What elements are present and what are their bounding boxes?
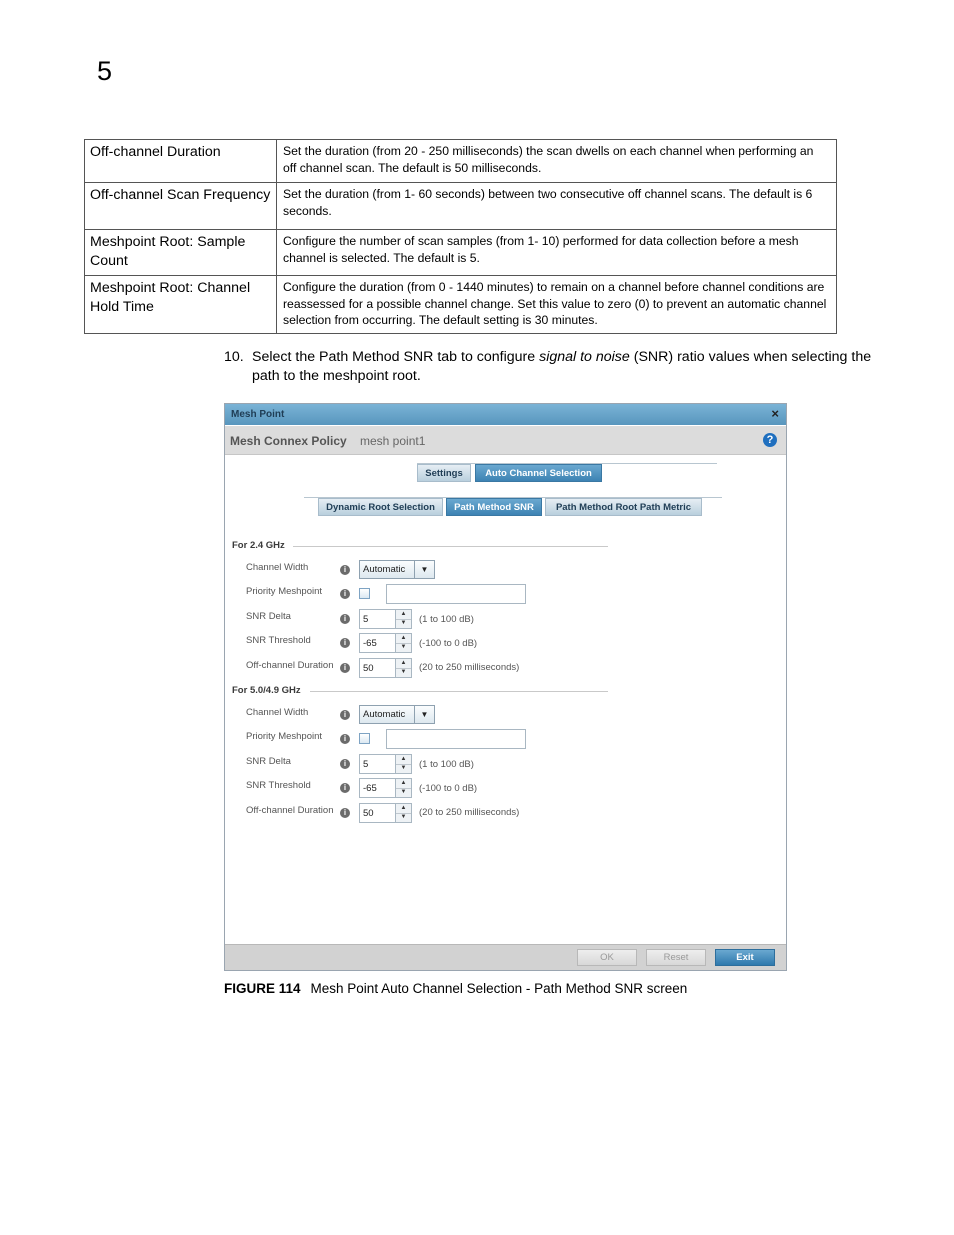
select-value: Automatic — [363, 709, 406, 720]
arrow-down-icon[interactable]: ▼ — [400, 789, 407, 795]
policy-label: Mesh Connex Policy — [230, 434, 347, 448]
stepper-buttons — [395, 634, 411, 652]
stepper-value: 5 — [363, 759, 369, 770]
table-row — [85, 230, 837, 276]
policy-header — [225, 426, 786, 455]
param-name: Meshpoint Root: Channel Hold Time — [85, 276, 277, 334]
table-row — [85, 276, 837, 334]
step-text-part: tab to configure — [433, 349, 540, 365]
offchannel-duration-stepper[interactable] — [359, 803, 412, 823]
tab-path-method-snr[interactable]: Path Method SNR — [446, 498, 542, 516]
arrow-down-icon[interactable]: ▼ — [400, 814, 407, 820]
section-title-5ghz: For 5.0/4.9 GHz — [232, 685, 301, 696]
channel-width-select[interactable] — [359, 705, 435, 724]
priority-meshpoint-input[interactable] — [386, 729, 526, 749]
section-divider — [310, 691, 608, 692]
table-row — [85, 140, 837, 183]
info-icon[interactable]: i — [340, 638, 350, 648]
offchannel-duration-stepper[interactable] — [359, 658, 412, 678]
parameter-table — [84, 139, 837, 334]
tab-auto-channel-selection[interactable]: Auto Channel Selection — [475, 464, 602, 482]
arrow-up-icon[interactable]: ▲ — [396, 610, 411, 620]
channel-width-label: Channel Width — [246, 707, 309, 718]
snr-delta-range: (1 to 100 dB) — [419, 759, 474, 770]
arrow-down-icon[interactable]: ▼ — [400, 669, 407, 675]
section-divider — [293, 546, 608, 547]
tab-path-method-root-path-metric[interactable]: Path Method Root Path Metric — [545, 498, 702, 516]
param-name: Off-channel Duration — [85, 140, 277, 183]
help-icon[interactable]: ? — [763, 433, 777, 447]
stepper-value: 5 — [363, 614, 369, 625]
channel-width-select[interactable] — [359, 560, 435, 579]
offchannel-duration-range: (20 to 250 milliseconds) — [419, 662, 520, 673]
step-10 — [224, 348, 884, 386]
info-icon[interactable]: i — [340, 663, 350, 673]
tab-dynamic-root-selection[interactable]: Dynamic Root Selection — [318, 498, 443, 516]
offchannel-duration-label: Off-channel Duration — [246, 660, 334, 671]
param-name: Meshpoint Root: Sample Count — [85, 230, 277, 276]
snr-threshold-range: (-100 to 0 dB) — [419, 783, 478, 794]
stepper-buttons — [395, 755, 411, 773]
arrow-up-icon[interactable]: ▲ — [396, 634, 411, 644]
figure-number: FIGURE 114 — [224, 981, 301, 996]
chevron-down-icon: ▼ — [414, 706, 434, 723]
arrow-down-icon[interactable]: ▼ — [400, 620, 407, 626]
snr-threshold-range: (-100 to 0 dB) — [419, 638, 478, 649]
snr-threshold-label: SNR Threshold — [246, 635, 311, 646]
priority-meshpoint-input[interactable] — [386, 584, 526, 604]
info-icon[interactable]: i — [340, 614, 350, 624]
snr-delta-label: SNR Delta — [246, 611, 291, 622]
exit-button[interactable]: Exit — [715, 949, 775, 966]
info-icon[interactable]: i — [340, 565, 350, 575]
ok-button[interactable]: OK — [577, 949, 637, 966]
arrow-up-icon[interactable]: ▲ — [396, 659, 411, 669]
snr-delta-range: (1 to 100 dB) — [419, 614, 474, 625]
priority-meshpoint-checkbox[interactable] — [359, 588, 370, 599]
dialog-title: Mesh Point — [231, 409, 285, 420]
figure-caption — [224, 981, 687, 996]
param-description: Configure the duration (from 0 - 1440 minutes) to remain on a channel before channel conditions are reassessed for a possible channel change. Set this value to zero (0) to prevent an automatic channel selection from occurring. The default setting is 30 minutes. — [277, 276, 837, 334]
offchannel-duration-label: Off-channel Duration — [246, 805, 334, 816]
table-row — [85, 183, 837, 230]
chapter-number: 5 — [97, 56, 113, 86]
step-number: 10. — [224, 349, 244, 365]
param-description: Set the duration (from 20 - 250 milliseconds) the scan dwells on each channel when performing an off channel scan. The default is 50 milliseconds. — [277, 140, 837, 183]
step-text-part: Select the — [252, 349, 320, 365]
offchannel-duration-range: (20 to 250 milliseconds) — [419, 807, 520, 818]
stepper-value: -65 — [363, 783, 377, 794]
priority-meshpoint-label: Priority Meshpoint — [246, 586, 323, 597]
dialog-titlebar — [225, 404, 786, 425]
close-icon[interactable]: × — [771, 406, 779, 421]
stepper-buttons — [395, 804, 411, 822]
param-name: Off-channel Scan Frequency — [85, 183, 277, 230]
snr-delta-stepper[interactable] — [359, 609, 412, 629]
section-title-2-4ghz: For 2.4 GHz — [232, 540, 285, 551]
reset-button[interactable]: Reset — [646, 949, 706, 966]
dialog-footer — [225, 944, 786, 971]
stepper-value: 50 — [363, 808, 374, 819]
priority-meshpoint-label: Priority Meshpoint — [246, 731, 323, 742]
mesh-point-dialog — [224, 403, 787, 971]
info-icon[interactable]: i — [340, 734, 350, 744]
step-term: signal to noise — [539, 349, 630, 365]
arrow-down-icon[interactable]: ▼ — [400, 765, 407, 771]
arrow-up-icon[interactable]: ▲ — [396, 755, 411, 765]
snr-threshold-stepper[interactable] — [359, 778, 412, 798]
priority-meshpoint-checkbox[interactable] — [359, 733, 370, 744]
info-icon[interactable]: i — [340, 589, 350, 599]
snr-threshold-stepper[interactable] — [359, 633, 412, 653]
info-icon[interactable]: i — [340, 783, 350, 793]
stepper-buttons — [395, 779, 411, 797]
step-text-part: (SNR) ratio values when selecting the path to the meshpoint root. — [252, 349, 872, 384]
stepper-value: 50 — [363, 663, 374, 674]
select-value: Automatic — [363, 564, 406, 575]
chevron-down-icon: ▼ — [414, 561, 434, 578]
info-icon[interactable]: i — [340, 759, 350, 769]
param-description: Configure the number of scan samples (from 1- 10) performed for data collection before a mesh channel is selected. The default is 5. — [277, 230, 837, 276]
arrow-up-icon[interactable]: ▲ — [396, 804, 411, 814]
info-icon[interactable]: i — [340, 808, 350, 818]
stepper-buttons — [395, 610, 411, 628]
info-icon[interactable]: i — [340, 710, 350, 720]
arrow-down-icon[interactable]: ▼ — [400, 644, 407, 650]
arrow-up-icon[interactable]: ▲ — [396, 779, 411, 789]
snr-delta-label: SNR Delta — [246, 756, 291, 767]
stepper-buttons — [395, 659, 411, 677]
tab-settings[interactable]: Settings — [417, 464, 471, 482]
step-text — [252, 348, 884, 386]
param-description: Set the duration (from 1- 60 seconds) between two consecutive off channel scans. The default is 6 seconds. — [277, 183, 837, 230]
snr-threshold-label: SNR Threshold — [246, 780, 311, 791]
policy-name: mesh point1 — [360, 434, 426, 448]
figure-title: Mesh Point Auto Channel Selection - Path Method SNR screen — [310, 981, 688, 996]
channel-width-label: Channel Width — [246, 562, 309, 573]
step-ui-name: Path Method SNR — [319, 349, 434, 365]
stepper-value: -65 — [363, 638, 377, 649]
snr-delta-stepper[interactable] — [359, 754, 412, 774]
